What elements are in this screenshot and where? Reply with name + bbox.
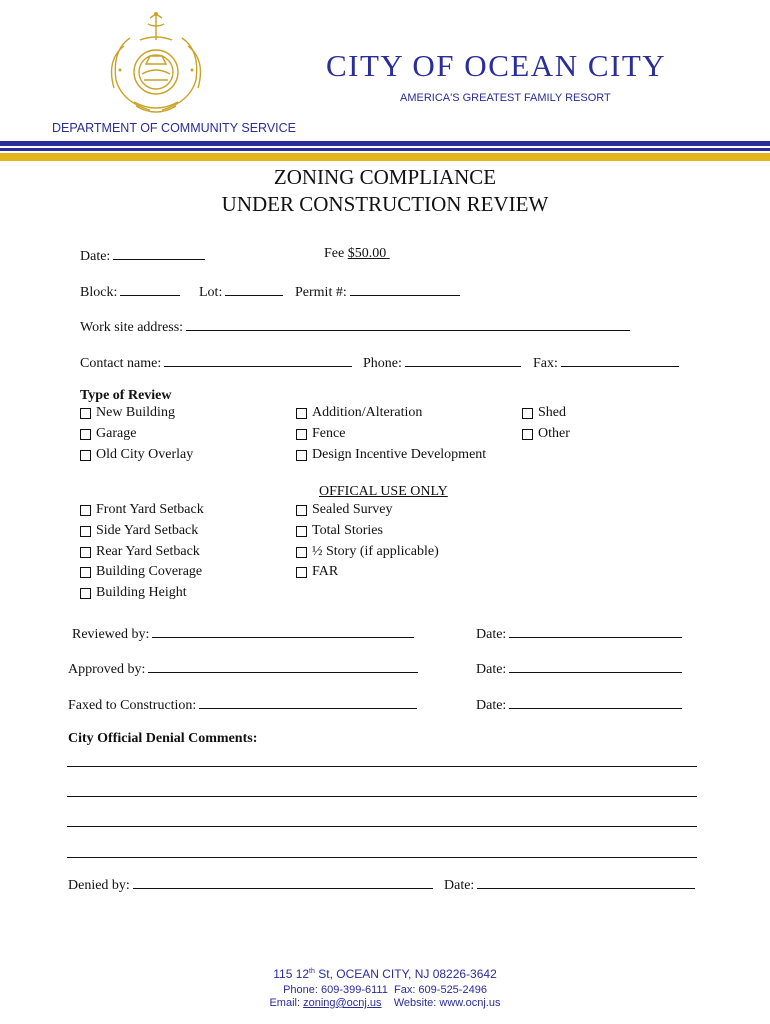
checkbox-label: Garage bbox=[96, 426, 137, 441]
denied-date-label: Date: bbox=[444, 878, 475, 893]
checkbox-shed[interactable] bbox=[522, 405, 566, 421]
checkbox-fence[interactable] bbox=[296, 426, 345, 442]
checkbox-old-city-overlay[interactable] bbox=[80, 447, 193, 463]
fee-value: $50.00 bbox=[347, 246, 387, 261]
type-of-review-heading: Type of Review bbox=[80, 388, 172, 403]
denied-date-field[interactable] bbox=[444, 875, 695, 894]
date-input-line[interactable] bbox=[113, 246, 205, 260]
form-title-line2: UNDER CONSTRUCTION REVIEW bbox=[221, 192, 549, 216]
city-title: CITY OF OCEAN CITY bbox=[326, 48, 667, 83]
checkbox-square[interactable] bbox=[296, 526, 307, 537]
checkbox-label: Total Stories bbox=[312, 523, 383, 538]
footer-email-link[interactable]: zoning@ocnj.us bbox=[303, 997, 382, 1009]
header-stripe-blue bbox=[0, 141, 770, 146]
fee-label: Fee bbox=[324, 246, 345, 261]
reviewed-by-field[interactable] bbox=[72, 624, 414, 643]
checkbox-label: Shed bbox=[538, 405, 566, 420]
checkbox-label: Building Coverage bbox=[96, 564, 203, 579]
approved-by-field[interactable] bbox=[68, 659, 418, 678]
phone-label: Phone: bbox=[363, 356, 402, 371]
form-title-line1: ZONING COMPLIANCE bbox=[273, 165, 497, 189]
block-label: Block: bbox=[80, 285, 118, 300]
footer-email-label: Email: bbox=[269, 997, 301, 1009]
checkbox-new-building[interactable] bbox=[80, 405, 175, 421]
fax-input-line[interactable] bbox=[561, 353, 679, 367]
faxed-label: Faxed to Construction: bbox=[68, 698, 197, 713]
fax-label: Fax: bbox=[533, 356, 558, 371]
block-input-line[interactable] bbox=[120, 282, 180, 296]
footer-address bbox=[0, 967, 770, 981]
checkbox-side-yard-setback[interactable] bbox=[80, 523, 198, 539]
faxed-date-input-line[interactable] bbox=[509, 695, 682, 709]
checkbox-square[interactable] bbox=[522, 408, 533, 419]
checkbox-label: Front Yard Setback bbox=[96, 502, 204, 517]
checkbox-square[interactable] bbox=[80, 526, 91, 537]
lot-label: Lot: bbox=[199, 285, 223, 300]
contact-input-line[interactable] bbox=[164, 353, 352, 367]
approved-date-field[interactable] bbox=[476, 659, 682, 678]
checkbox-label: Old City Overlay bbox=[96, 447, 194, 462]
faxed-date-label: Date: bbox=[476, 698, 507, 713]
denied-by-field[interactable] bbox=[68, 875, 433, 894]
checkbox-square[interactable] bbox=[296, 547, 307, 558]
checkbox-label: Side Yard Setback bbox=[96, 523, 199, 538]
city-seal-logo bbox=[100, 10, 212, 118]
faxed-date-field[interactable] bbox=[476, 695, 682, 714]
approved-by-input-line[interactable] bbox=[148, 659, 418, 673]
block-field[interactable] bbox=[80, 282, 180, 301]
lot-input-line[interactable] bbox=[225, 282, 283, 296]
approved-date-input-line[interactable] bbox=[509, 659, 682, 673]
checkbox-square[interactable] bbox=[80, 505, 91, 516]
checkbox-square[interactable] bbox=[80, 547, 91, 558]
contact-field[interactable] bbox=[80, 353, 352, 372]
checkbox-label: Addition/Alteration bbox=[312, 405, 423, 420]
checkbox-half-story[interactable] bbox=[296, 544, 439, 560]
approved-date-label: Date: bbox=[476, 662, 507, 677]
reviewed-date-input-line[interactable] bbox=[509, 624, 682, 638]
checkbox-label: Design Incentive Development bbox=[312, 447, 487, 462]
footer-phone: Phone: 609-399-6111 bbox=[283, 984, 388, 996]
permit-label: Permit #: bbox=[295, 285, 347, 300]
reviewed-date-field[interactable] bbox=[476, 624, 682, 643]
approved-by-label: Approved by: bbox=[68, 662, 146, 677]
address-rest: St, OCEAN CITY, NJ 08226-3642 bbox=[314, 967, 497, 981]
checkbox-sealed-survey[interactable] bbox=[296, 502, 392, 518]
checkbox-label: Fence bbox=[312, 426, 346, 441]
checkbox-label: Building Height bbox=[96, 585, 187, 600]
denial-comments-heading: City Official Denial Comments: bbox=[68, 731, 258, 746]
worksite-field[interactable] bbox=[80, 317, 630, 336]
checkbox-far[interactable] bbox=[296, 564, 338, 580]
checkbox-design-incentive[interactable] bbox=[296, 447, 486, 463]
checkbox-building-height[interactable] bbox=[80, 585, 187, 601]
city-tagline: AMERICA'S GREATEST FAMILY RESORT bbox=[400, 92, 611, 104]
worksite-label: Work site address: bbox=[80, 320, 184, 335]
lot-field[interactable] bbox=[199, 282, 283, 301]
denied-by-input-line[interactable] bbox=[133, 875, 433, 889]
denied-by-label: Denied by: bbox=[68, 878, 130, 893]
permit-input-line[interactable] bbox=[350, 282, 460, 296]
official-use-heading: OFFICAL USE ONLY bbox=[319, 484, 448, 499]
department-name: DEPARTMENT OF COMMUNITY SERVICE bbox=[52, 121, 297, 135]
denial-comment-line-1[interactable] bbox=[67, 766, 697, 767]
checkbox-label: Sealed Survey bbox=[312, 502, 393, 517]
checkbox-addition-alteration[interactable] bbox=[296, 405, 422, 421]
denial-comment-line-3[interactable] bbox=[67, 826, 697, 827]
checkbox-label: Other bbox=[538, 426, 570, 441]
date-label: Date: bbox=[80, 249, 111, 264]
checkbox-total-stories[interactable] bbox=[296, 523, 383, 539]
date-field[interactable] bbox=[80, 246, 205, 265]
footer-fax: Fax: 609-525-2496 bbox=[393, 984, 487, 996]
worksite-input-line[interactable] bbox=[186, 317, 630, 331]
checkbox-square[interactable] bbox=[296, 450, 307, 461]
header-stripe-blue-thin bbox=[0, 148, 770, 151]
address-ordinal: th bbox=[309, 968, 315, 975]
checkbox-square[interactable] bbox=[80, 408, 91, 419]
denied-date-input-line[interactable] bbox=[477, 875, 695, 889]
checkbox-square[interactable] bbox=[296, 567, 307, 578]
reviewed-date-label: Date: bbox=[476, 627, 507, 642]
checkbox-garage[interactable] bbox=[80, 426, 136, 442]
checkbox-square[interactable] bbox=[80, 588, 91, 599]
reviewed-by-label: Reviewed by: bbox=[72, 627, 150, 642]
checkbox-square[interactable] bbox=[80, 567, 91, 578]
footer-email-website bbox=[0, 997, 770, 1009]
checkbox-square[interactable] bbox=[296, 505, 307, 516]
checkbox-square[interactable] bbox=[522, 429, 533, 440]
permit-field[interactable] bbox=[295, 282, 460, 301]
phone-input-line[interactable] bbox=[405, 353, 521, 367]
checkbox-square[interactable] bbox=[296, 408, 307, 419]
footer-website[interactable]: Website: www.ocnj.us bbox=[393, 997, 501, 1009]
header-stripe-gold bbox=[0, 153, 770, 161]
checkbox-rear-yard-setback[interactable] bbox=[80, 544, 200, 560]
checkbox-label: ½ Story (if applicable) bbox=[312, 544, 439, 559]
phone-field[interactable] bbox=[363, 353, 521, 372]
footer-phone-fax bbox=[0, 984, 770, 996]
denial-comment-line-2[interactable] bbox=[67, 796, 697, 797]
checkbox-square[interactable] bbox=[296, 429, 307, 440]
checkbox-square[interactable] bbox=[80, 450, 91, 461]
contact-label: Contact name: bbox=[80, 356, 162, 371]
reviewed-by-input-line[interactable] bbox=[152, 624, 414, 638]
checkbox-front-yard-setback[interactable] bbox=[80, 502, 204, 518]
fee-field bbox=[324, 246, 390, 262]
checkbox-label: New Building bbox=[96, 405, 175, 420]
address-street-number: 115 12 bbox=[273, 967, 310, 981]
checkbox-label: FAR bbox=[312, 564, 339, 579]
checkbox-building-coverage[interactable] bbox=[80, 564, 202, 580]
checkbox-square[interactable] bbox=[80, 429, 91, 440]
faxed-input-line[interactable] bbox=[199, 695, 417, 709]
checkbox-other[interactable] bbox=[522, 426, 570, 442]
checkbox-label: Rear Yard Setback bbox=[96, 544, 200, 559]
fax-field[interactable] bbox=[533, 353, 679, 372]
faxed-field[interactable] bbox=[68, 695, 417, 714]
denial-comment-line-4[interactable] bbox=[67, 857, 697, 858]
